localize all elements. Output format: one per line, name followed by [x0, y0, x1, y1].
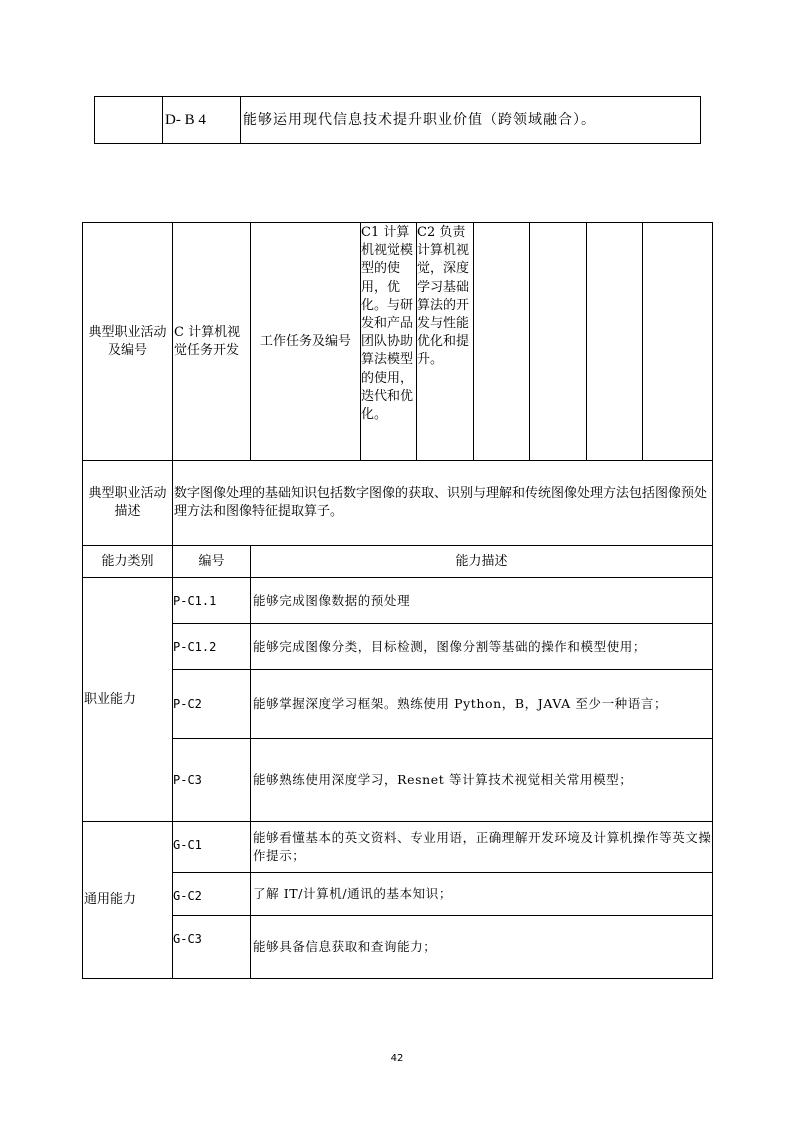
general-code-cell: G-C3 [173, 916, 251, 979]
main-table [82, 222, 713, 979]
general-ability-cell: 能够看懂基本的英文资料、专业用语，正确理解开发环境及计算机操作等英文操作提示； [251, 822, 713, 873]
description-row [83, 461, 713, 546]
general-label-cell: 通用能力 [83, 822, 173, 979]
header-category-cell: 能力类别 [83, 546, 173, 578]
professional-code-cell: P-C2 [173, 670, 251, 739]
general-code-cell: G-C2 [173, 873, 251, 916]
page-number: 42 [390, 1053, 404, 1064]
top-description-cell: 能够运用现代信息技术提升职业价值（跨领域融合）。 [241, 97, 701, 144]
activity-name-cell: C 计算机视觉任务开发 [173, 223, 251, 461]
general-ability-cell: 了解 IT/计算机/通讯的基本知识； [251, 873, 713, 916]
professional-ability-cell: 能够掌握深度学习框架。熟练使用 Python，B，JAVA 至少一种语言； [251, 670, 713, 739]
header-ability-cell: 能力描述 [251, 546, 713, 578]
activity-row [83, 223, 713, 461]
task-c1-cell: C1 计算机视觉模型的使用，优化。与研发和产品团队协助算法模型的使用，迭代和优化。 [361, 223, 417, 461]
task-empty-cell-3 [587, 223, 643, 461]
top-table-row [95, 97, 701, 144]
professional-ability-cell: 能够完成图像分类，目标检测，图像分割等基础的操作和模型使用； [251, 624, 713, 670]
task-c2-cell: C2 负责计算机视觉，深度学习基础算法的开发与性能优化和提升。 [417, 223, 474, 461]
general-row-3 [83, 916, 713, 979]
description-text-cell: 数字图像处理的基础知识包括数字图像的获取、识别与理解和传统图像处理方法包括图像预处理方法和图像特征提取算子。 [173, 461, 713, 546]
task-label-cell: 工作任务及编号 [251, 223, 361, 461]
top-empty-cell [95, 97, 163, 144]
professional-code-cell: P-C3 [173, 739, 251, 822]
top-table [94, 96, 701, 144]
task-empty-cell-1 [474, 223, 530, 461]
general-row-1 [83, 822, 713, 873]
header-row [83, 546, 713, 578]
professional-row-1 [83, 578, 713, 624]
professional-label-cell: 职业能力 [83, 578, 173, 822]
activity-label-cell: 典型职业活动及编号 [83, 223, 173, 461]
description-label-cell: 典型职业活动描述 [83, 461, 173, 546]
professional-row-4 [83, 739, 713, 822]
professional-ability-cell: 能够熟练使用深度学习，Resnet 等计算技术视觉相关常用模型； [251, 739, 713, 822]
professional-ability-cell: 能够完成图像数据的预处理 [251, 578, 713, 624]
professional-code-cell: P-C1.2 [173, 624, 251, 670]
professional-row-2 [83, 624, 713, 670]
general-row-2 [83, 873, 713, 916]
general-code-cell: G-C1 [173, 822, 251, 873]
task-empty-cell-4 [643, 223, 713, 461]
task-empty-cell-2 [530, 223, 587, 461]
professional-code-cell: P-C1.1 [173, 578, 251, 624]
professional-row-3 [83, 670, 713, 739]
general-ability-cell: 能够具备信息获取和查询能力； [251, 916, 713, 979]
top-code-cell: D- B 4 [163, 97, 241, 144]
header-code-cell: 编号 [173, 546, 251, 578]
